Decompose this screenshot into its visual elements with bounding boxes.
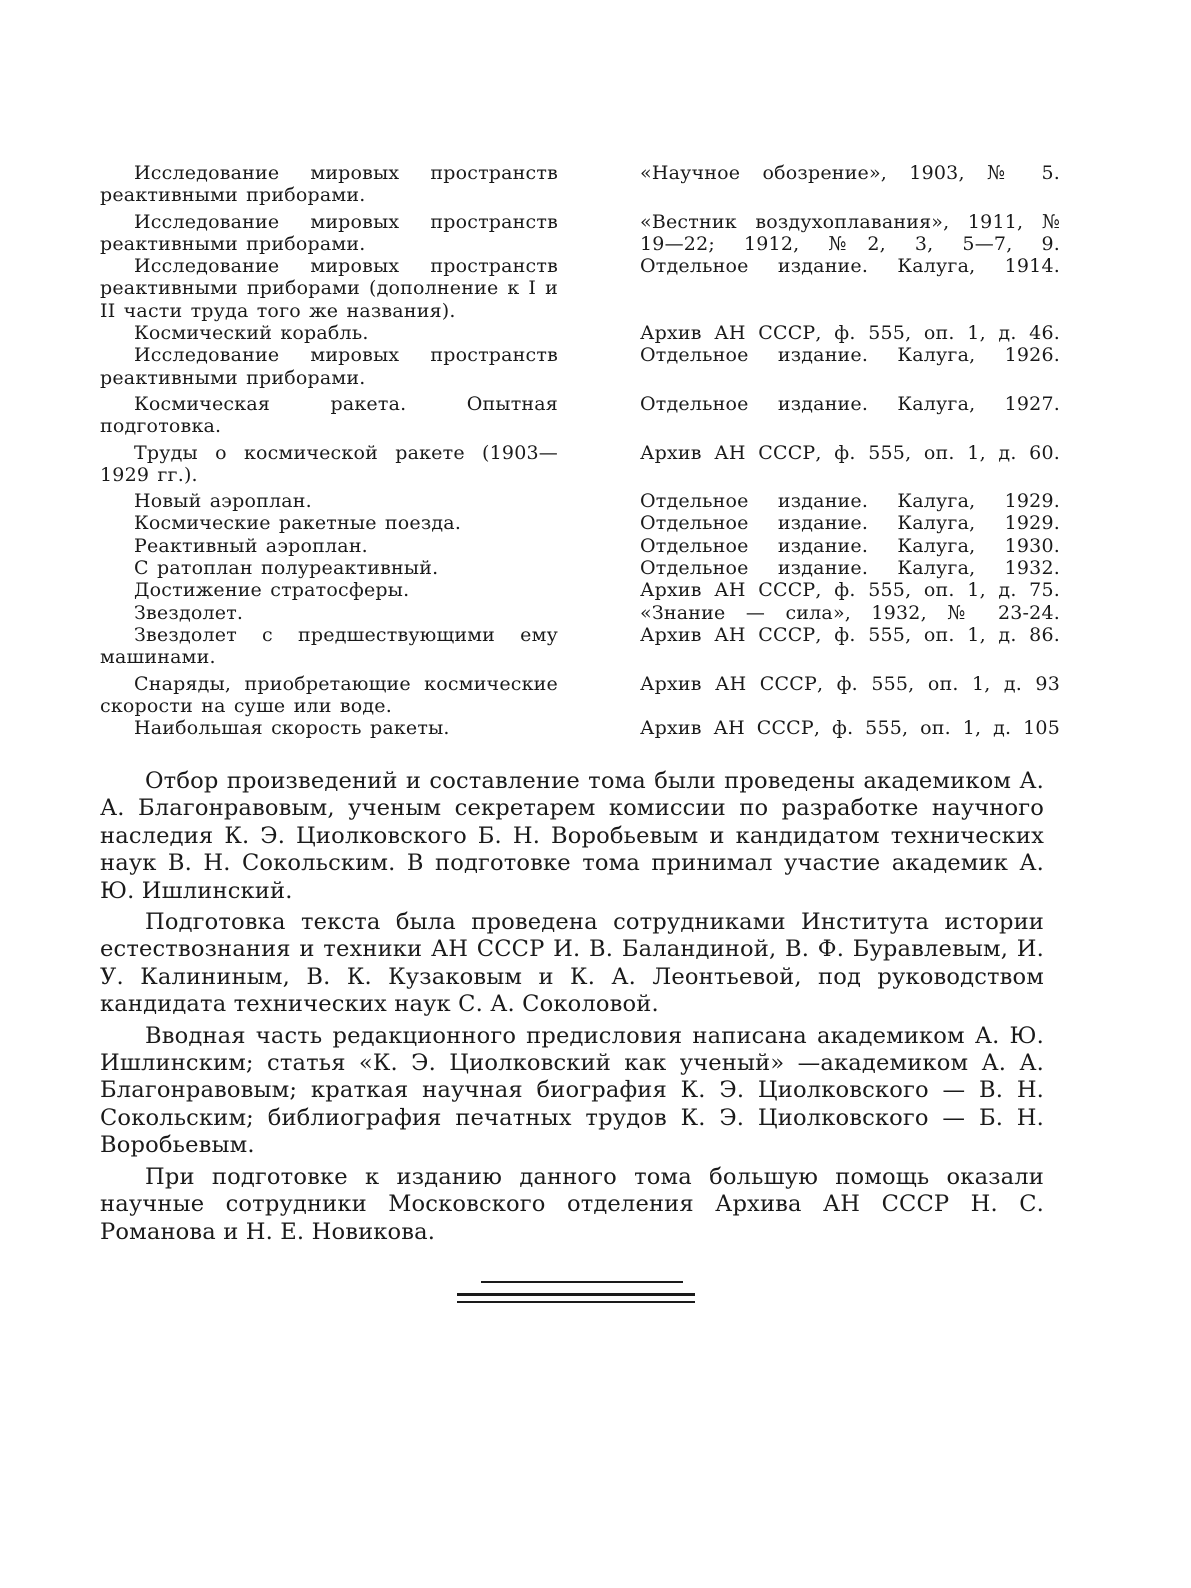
bibliography-entry bbox=[100, 211, 1060, 256]
entry-source: Отдельное издание. Калуга, 1932. bbox=[640, 557, 1060, 580]
paragraph: Отбор произведений и составление тома были проведены академиком А. А. Благонравовым, ученым секретарем комиссии по разработке научного наследия К. Э. Циолковского Б. Н. Воробьевым и кандидатом технических наук В. Н. Сокольским. В подготовке тома принимал участие академик А. Ю. Ишлинский. bbox=[100, 768, 1044, 904]
entry-source: «Знание — сила», 1932, № 23-24. bbox=[640, 601, 1060, 624]
entry-title: Исследование мировых пространств реактивными приборами. bbox=[100, 162, 558, 207]
entry-source: Архив АН СССР, ф. 555, оп. 1, д. 46. bbox=[640, 322, 1060, 345]
entry-title: Исследование мировых пространств реактивными приборами. bbox=[100, 344, 558, 389]
entry-source: Отдельное издание. Калуга, 1914. bbox=[640, 255, 1060, 278]
paragraph: Подготовка текста была проведена сотрудниками Института истории естествознания и техники АН СССР И. В. Баландиной, В. Ф. Буравлевым, И. У. Калининым, В. К. Кузаковым и К. А. Леонтьевой, под руководством кандидата технических наук С. А. Соколовой. bbox=[100, 909, 1044, 1018]
bibliography-entry bbox=[100, 673, 1060, 718]
bibliography-entry bbox=[100, 535, 1060, 557]
entry-source: Отдельное издание. Калуга, 1926. bbox=[640, 344, 1060, 367]
entry-title: Снаряды, приобретающие космические скорости на суше или воде. bbox=[100, 672, 558, 717]
bibliography-entry bbox=[100, 344, 1060, 389]
entry-source: «Научное обозрение», 1903, № 5. bbox=[640, 162, 1060, 184]
entry-source: Архив АН СССР, ф. 555, оп. 1, д. 105 bbox=[640, 717, 1060, 740]
entry-source: Архив АН СССР, ф. 555, оп. 1, д. 86. bbox=[640, 623, 1060, 646]
bibliography-entry bbox=[100, 624, 1060, 669]
entry-source: Отдельное издание. Калуга, 1929. bbox=[640, 490, 1060, 513]
entry-title: Космический корабль. bbox=[134, 322, 369, 345]
bibliography-entry bbox=[100, 490, 1060, 512]
entry-title: Новый аэроплан. bbox=[134, 490, 312, 513]
entry-title: Звездолет. bbox=[134, 601, 244, 624]
bibliography-entry bbox=[100, 717, 1060, 739]
entry-source: Отдельное издание. Калуга, 1929. bbox=[640, 512, 1060, 535]
entry-source: «Вестник воздухоплавания», 1911, № 19—22; 1912, №2, 3, 5—7, 9. bbox=[640, 210, 1060, 255]
bibliography-entry bbox=[100, 557, 1060, 579]
paragraph: Вводная часть редакционного предисловия написана академиком А. Ю. Ишлинским; статья «К. Э. Циолковский как ученый» —академиком А. А. Благонравовым; краткая научная биография К. Э. Циолковского — В. Н. Сокольским; библиография печатных трудов К. Э. Циолковского — Б. Н. Воробьевым. bbox=[100, 1022, 1044, 1159]
bibliography-entry bbox=[100, 579, 1060, 601]
bibliography-entry bbox=[100, 602, 1060, 624]
bibliography-entry bbox=[100, 322, 1060, 344]
bibliography-list bbox=[100, 162, 1060, 739]
entry-title: Исследование мировых пространств реактивными приборами. bbox=[100, 210, 558, 255]
entry-title: Реактивный аэроплан. bbox=[134, 534, 368, 557]
entry-source: Отдельное издание. Калуга, 1930. bbox=[640, 534, 1060, 557]
entry-title: Достижение стратосферы. bbox=[134, 579, 410, 602]
decorative-rule bbox=[457, 1301, 695, 1303]
bibliography-entry bbox=[100, 255, 1060, 322]
bibliography-entry bbox=[100, 512, 1060, 534]
bibliography-entry bbox=[100, 162, 1060, 207]
entry-source: Отдельное издание. Калуга, 1927. bbox=[640, 392, 1060, 415]
decorative-rule bbox=[481, 1281, 683, 1283]
entry-title: Космические ракетные поезда. bbox=[134, 512, 462, 535]
bibliography-entry bbox=[100, 442, 1060, 487]
entry-title: Космическая ракета. Опытная подготовка. bbox=[100, 392, 558, 438]
entry-source: Архив АН СССР, ф. 555, оп. 1, д. 93 bbox=[640, 672, 1060, 695]
entry-title: Наибольшая скорость ракеты. bbox=[134, 717, 450, 740]
entry-title: Звездолет с предшествующими ему машинами. bbox=[100, 623, 558, 669]
entry-source: Архив АН СССР, ф. 555, оп. 1, д. 60. bbox=[640, 441, 1060, 464]
paragraph: При подготовке к изданию данного тома большую помощь оказали научные сотрудники Московского отделения Архива АН СССР Н. С. Романова и Н. Е. Новикова. bbox=[100, 1163, 1044, 1245]
entry-source: Архив АН СССР, ф. 555, оп. 1, д. 75. bbox=[640, 579, 1060, 602]
entry-title: С ратоплан полуреактивный. bbox=[134, 557, 439, 580]
entry-title: Труды о космической ракете (1903—1929 гг.). bbox=[100, 441, 558, 486]
entry-title: Исследование мировых пространств реактивными приборами (дополнение к I и II части труда того же названия). bbox=[100, 255, 558, 322]
bibliography-entry bbox=[100, 393, 1060, 438]
acknowledgements-text bbox=[100, 768, 1044, 1250]
decorative-rule bbox=[457, 1293, 695, 1296]
